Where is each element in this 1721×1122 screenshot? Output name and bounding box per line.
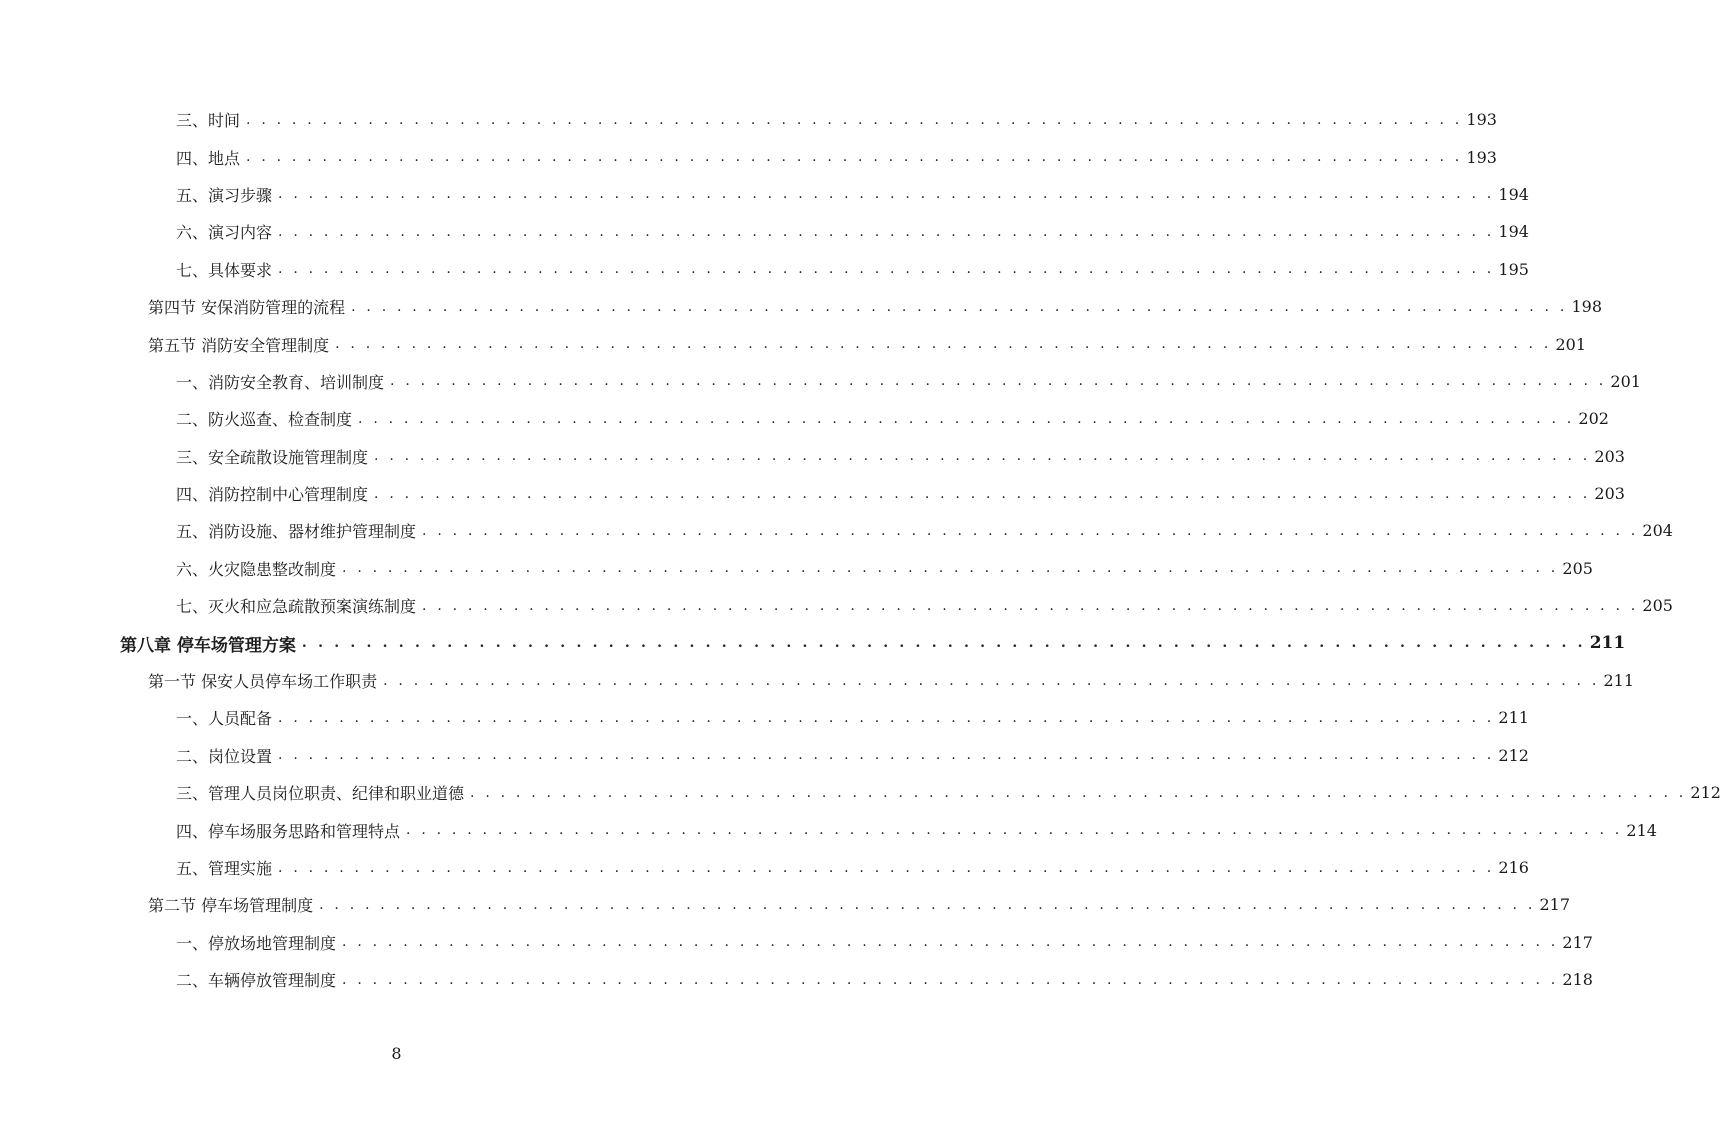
page-number: 8 — [391, 1044, 402, 1063]
dot-leader: . . . . . . . . . . . . . . . . . . . . . . . . . . . . . . . . . . . . . . . . . . . . . . . . . . . . . . . . . . . . . . . . . . . . . . . . . . . . . . . . — [406, 822, 1623, 839]
toc-entry-title: 三、管理人员岗位职责、纪律和职业道德 — [176, 781, 470, 804]
toc-entry-page: 201 — [1555, 334, 1587, 354]
toc-entry-title: 四、消防控制中心管理制度 — [176, 482, 374, 505]
toc-entry-title: 一、停放场地管理制度 — [176, 931, 342, 954]
toc-entry-item[interactable] — [0, 213, 1529, 250]
toc-entry-title: 一、人员配备 — [176, 706, 278, 729]
dot-leader: . . . . . . . . . . . . . . . . . . . . . . . . . . . . . . . . . . . . . . . . . . . . . . . . . . . . . . . . . . . . . . . . . . . . . . . . . . . . . . . . — [374, 485, 1591, 502]
toc-entry-title: 第四节 安保消防管理的流程 — [148, 295, 351, 318]
toc-entry-page: 193 — [1466, 110, 1497, 130]
toc-entry-page: 216 — [1498, 858, 1529, 877]
dot-leader: . . . . . . . . . . . . . . . . . . . . . . . . . . . . . . . . . . . . . . . . . . . . . . . . . . . . . . . . . . . . . . . . . . . . . . . . . . . . . . . . — [246, 111, 1463, 128]
dot-leader: . . . . . . . . . . . . . . . . . . . . . . . . . . . . . . . . . . . . . . . . . . . . . . . . . . . . . . . . . . . . . . . . . . . . . . . . . . . . . . . . — [342, 560, 1559, 577]
toc-entry-title: 五、消防设施、器材维护管理制度 — [176, 519, 422, 542]
toc-entry-page: 212 — [1690, 783, 1721, 803]
dot-leader: . . . . . . . . . . . . . . . . . . . . . . . . . . . . . . . . . . . . . . . . . . . . . . . . . . . . . . . . . . . . . . . . . . . . . . . . . . . . . . . . — [278, 859, 1495, 876]
toc-entry-item[interactable] — [0, 924, 1593, 961]
dot-leader: . . . . . . . . . . . . . . . . . . . . . . . . . . . . . . . . . . . . . . . . . . . . . . . . . . . . . . . . . . . . . . . . . . . . . . . . . . . . . . . . — [422, 597, 1639, 614]
toc-entry-item[interactable] — [0, 363, 1641, 400]
toc-entry-item[interactable] — [0, 737, 1529, 774]
toc-entry-item[interactable] — [0, 699, 1529, 736]
toc-entry-section[interactable] — [0, 288, 1603, 325]
toc-entry-title: 五、演习步骤 — [176, 183, 278, 206]
toc-entry-page: 217 — [1539, 895, 1571, 915]
toc-entry-title: 第五节 消防安全管理制度 — [148, 333, 335, 356]
toc-entry-item[interactable] — [0, 101, 1497, 138]
toc-entry-item[interactable] — [0, 550, 1593, 587]
toc-entry-page: 211 — [1589, 633, 1626, 654]
toc-entry-page: 211 — [1603, 671, 1635, 691]
toc-entry-title: 二、车辆停放管理制度 — [176, 968, 342, 991]
toc-entry-page: 218 — [1562, 970, 1593, 990]
dot-leader: . . . . . . . . . . . . . . . . . . . . . . . . . . . . . . . . . . . . . . . . . . . . . . . . . . . . . . . . . . . . . . . . . . . . . . . . . . . . . . . . — [335, 336, 1552, 353]
toc-entry-item[interactable] — [0, 774, 1721, 811]
dot-leader: . . . . . . . . . . . . . . . . . . . . . . . . . . . . . . . . . . . . . . . . . . . . . . . . . . . . . . . . . . . . . . . . . . . . . . . . . . . . . . . . — [246, 149, 1463, 166]
dot-leader: . . . . . . . . . . . . . . . . . . . . . . . . . . . . . . . . . . . . . . . . . . . . . . . . . . . . . . . . . . . . . . . . . . . . . . . . . . . . . . . . — [390, 373, 1607, 390]
dot-leader: . . . . . . . . . . . . . . . . . . . . . . . . . . . . . . . . . . . . . . . . . . . . . . . . . . . . . . . . . . . . . . . . . . . . . . . . . . . . . . . . — [278, 747, 1495, 764]
toc-entry-page: 204 — [1642, 521, 1673, 541]
toc-entry-item[interactable] — [0, 438, 1625, 475]
dot-leader: . . . . . . . . . . . . . . . . . . . . . . . . . . . . . . . . . . . . . . . . . . . . . . . . . . . . . . . . . . . . . . . . . . . . . . . . . . . . . . . . — [342, 934, 1559, 951]
dot-leader: . . . . . . . . . . . . . . . . . . . . . . . . . . . . . . . . . . . . . . . . . . . . . . . . . . . . . . . . . . . . . . . . . . . . . . . . . . . . . . . . — [278, 186, 1495, 203]
toc-entry-item[interactable] — [0, 587, 1673, 624]
toc-entry-title: 七、灭火和应急疏散预案演练制度 — [176, 594, 422, 617]
toc-entry-page: 195 — [1498, 259, 1529, 279]
dot-leader: . . . . . . . . . . . . . . . . . . . . . . . . . . . . . . . . . . . . . . . . . . . . . . . . . . . . . . . . . . . . . . . . . . . . . . . . . . . . . . . . — [278, 261, 1495, 278]
toc-entry-item[interactable] — [0, 961, 1593, 998]
dot-leader: . . . . . . . . . . . . . . . . . . . . . . . . . . . . . . . . . . . . . . . . . . . . . . . . . . . . . . . . . . . . . . . . . . . . . . . . . . . . . . . . — [470, 784, 1687, 801]
toc-entry-page: 205 — [1642, 596, 1673, 616]
dot-leader: . . . . . . . . . . . . . . . . . . . . . . . . . . . . . . . . . . . . . . . . . . . . . . . . . . . . . . . . . . . . . . . . . . . . . . . . . . . . . . . . — [374, 448, 1591, 465]
toc-entry-page: 202 — [1578, 409, 1609, 429]
dot-leader: . . . . . . . . . . . . . . . . . . . . . . . . . . . . . . . . . . . . . . . . . . . . . . . . . . . . . . . . . . . . . . . . . . . . . . . . . . . . . . . . — [278, 709, 1495, 726]
dot-leader: . . . . . . . . . . . . . . . . . . . . . . . . . . . . . . . . . . . . . . . . . . . . . . . . . . . . . . . . . . . . . . . . . . . . . . . . . . . . . . . . — [358, 410, 1575, 427]
toc-entry-title: 七、具体要求 — [176, 258, 278, 281]
toc-entry-item[interactable] — [0, 138, 1497, 175]
toc-entry-page: 205 — [1562, 558, 1593, 578]
toc-entry-page: 198 — [1571, 297, 1603, 317]
toc-entry-page: 203 — [1594, 484, 1625, 504]
toc-entry-title: 三、时间 — [176, 108, 246, 131]
toc-entry-title: 六、演习内容 — [176, 220, 278, 243]
dot-leader: . . . . . . . . . . . . . . . . . . . . . . . . . . . . . . . . . . . . . . . . . . . . . . . . . . . . . . . . . . . . . . . . . . . . . . . . . . . . . . . . — [278, 223, 1495, 240]
toc-entry-item[interactable] — [0, 400, 1609, 437]
toc-entry-section[interactable] — [0, 325, 1587, 362]
toc-entry-chapter[interactable] — [0, 624, 1626, 661]
toc-entry-title: 一、消防安全教育、培训制度 — [176, 370, 390, 393]
toc-entry-page: 211 — [1498, 708, 1529, 728]
table-of-contents — [0, 101, 1721, 998]
toc-entry-title: 五、管理实施 — [176, 856, 278, 879]
toc-entry-page: 212 — [1498, 745, 1529, 765]
dot-leader: . . . . . . . . . . . . . . . . . . . . . . . . . . . . . . . . . . . . . . . . . . . . . . . . . . . . . . . . . . . . . . . . . . . . . . . . . . . . . . . . — [422, 522, 1639, 539]
toc-entry-title: 三、安全疏散设施管理制度 — [176, 445, 374, 468]
toc-entry-item[interactable] — [0, 811, 1657, 848]
toc-entry-title: 四、停车场服务思路和管理特点 — [176, 819, 406, 842]
toc-entry-section[interactable] — [0, 662, 1635, 699]
toc-entry-item[interactable] — [0, 849, 1529, 886]
toc-entry-title: 第一节 保安人员停车场工作职责 — [148, 669, 383, 692]
dot-leader: . . . . . . . . . . . . . . . . . . . . . . . . . . . . . . . . . . . . . . . . . . . . . . . . . . . . . . . . . . . . . . . . . . . . . . . . . . . . . . . . — [301, 635, 1586, 652]
dot-leader: . . . . . . . . . . . . . . . . . . . . . . . . . . . . . . . . . . . . . . . . . . . . . . . . . . . . . . . . . . . . . . . . . . . . . . . . . . . . . . . . — [383, 672, 1600, 689]
toc-entry-page: 214 — [1626, 820, 1657, 840]
toc-entry-title: 二、防火巡查、检查制度 — [176, 407, 358, 430]
toc-entry-title: 第八章 停车场管理方案 — [120, 631, 302, 656]
toc-entry-title: 二、岗位设置 — [176, 744, 278, 767]
toc-entry-item[interactable] — [0, 251, 1529, 288]
dot-leader: . . . . . . . . . . . . . . . . . . . . . . . . . . . . . . . . . . . . . . . . . . . . . . . . . . . . . . . . . . . . . . . . . . . . . . . . . . . . . . . . — [319, 896, 1536, 913]
toc-entry-page: 201 — [1610, 371, 1641, 391]
toc-entry-item[interactable] — [0, 475, 1625, 512]
toc-entry-page: 203 — [1594, 446, 1625, 466]
toc-entry-title: 六、火灾隐患整改制度 — [176, 557, 342, 580]
toc-entry-section[interactable] — [0, 886, 1571, 923]
toc-entry-page: 193 — [1466, 147, 1497, 167]
toc-entry-page: 194 — [1498, 184, 1529, 204]
toc-entry-item[interactable] — [0, 176, 1529, 213]
toc-entry-page: 217 — [1562, 932, 1593, 952]
toc-entry-title: 四、地点 — [176, 146, 246, 169]
dot-leader: . . . . . . . . . . . . . . . . . . . . . . . . . . . . . . . . . . . . . . . . . . . . . . . . . . . . . . . . . . . . . . . . . . . . . . . . . . . . . . . . — [351, 298, 1568, 315]
toc-entry-item[interactable] — [0, 512, 1673, 549]
toc-entry-title: 第二节 停车场管理制度 — [148, 893, 319, 916]
toc-entry-page: 194 — [1498, 222, 1529, 242]
dot-leader: . . . . . . . . . . . . . . . . . . . . . . . . . . . . . . . . . . . . . . . . . . . . . . . . . . . . . . . . . . . . . . . . . . . . . . . . . . . . . . . . — [342, 971, 1559, 988]
